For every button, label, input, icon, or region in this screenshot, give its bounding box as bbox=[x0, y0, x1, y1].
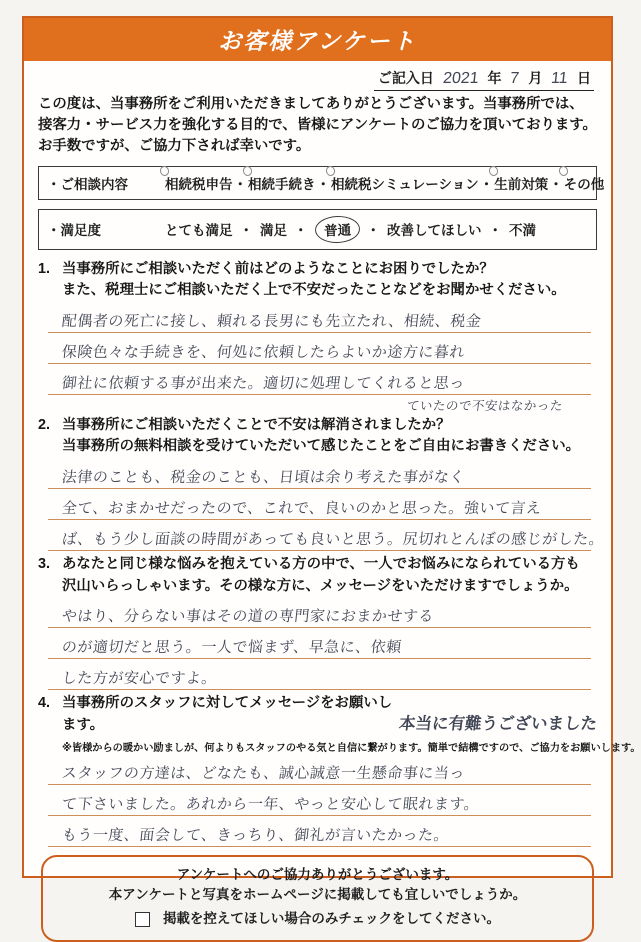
no-publish-checkbox[interactable] bbox=[135, 912, 150, 927]
consultation-label: ・ご相談内容 bbox=[47, 173, 165, 193]
answer-line: て下さいました。あれから一年、やっと安心して眠れます。 bbox=[48, 785, 591, 816]
date-year-unit: 年 bbox=[487, 70, 501, 86]
option-separator: ・ bbox=[489, 223, 503, 238]
question-2-answer-area bbox=[48, 458, 591, 551]
answer-line: のが適切だと思う。一人で悩まず、早急に、依頼 bbox=[48, 628, 591, 659]
option-separator: ・ bbox=[549, 177, 563, 192]
answer-line: ば、もう少し面談の時間があっても良いと思う。尻切れとんぼの感じがした。 bbox=[48, 520, 591, 551]
date-label: ご記入日 bbox=[378, 70, 434, 86]
question-3-answer-area bbox=[48, 597, 591, 690]
answer-line: 法律のことも、税金のことも、日頃は余り考えた事がなく bbox=[48, 458, 591, 489]
consultation-content-box bbox=[38, 166, 597, 200]
question-1 bbox=[38, 259, 597, 412]
question-1-heading bbox=[38, 259, 597, 302]
no-publish-row bbox=[49, 909, 586, 930]
circle-mark-icon bbox=[242, 164, 254, 176]
question-1-text: 当事務所にご相談いただく前はどのようなことにお困りでしたか？ また、税理士にご相談いただく上で不安だったことなどをお聞かせください。 bbox=[62, 259, 566, 302]
option-inheritance-procedure: 相続手続き bbox=[248, 173, 316, 193]
question-3 bbox=[38, 554, 597, 690]
date-month-value: 7 bbox=[501, 70, 530, 88]
date-month-unit: 月 bbox=[528, 70, 542, 86]
answer-line: もう一度、面会して、きっちり、御礼が言いたかった。 bbox=[48, 816, 591, 847]
option-other: その他 bbox=[564, 173, 605, 193]
question-4-answer-area bbox=[48, 754, 591, 847]
question-4-number: 4. bbox=[38, 693, 62, 736]
question-1-number: 1. bbox=[38, 259, 62, 302]
fill-date bbox=[374, 68, 594, 91]
option-living-measures: 生前対策 bbox=[494, 173, 548, 193]
answer-line: した方が安心ですよ。 bbox=[48, 659, 591, 690]
question-1-answer-area bbox=[48, 302, 591, 412]
circle-mark-icon bbox=[325, 164, 337, 176]
option-separator: ・ bbox=[367, 223, 381, 238]
option-needs-improvement: 改善してほしい bbox=[387, 223, 482, 238]
sheet-content bbox=[24, 61, 611, 942]
question-3-number: 3. bbox=[38, 554, 62, 597]
option-separator: ・ bbox=[234, 177, 248, 192]
option-separator: ・ bbox=[480, 177, 494, 192]
answer-overflow: ていたので不安はなかった bbox=[48, 396, 591, 412]
option-satisfied: 満足 bbox=[260, 223, 287, 238]
question-3-heading bbox=[38, 554, 597, 597]
option-separator: ・ bbox=[240, 223, 254, 238]
satisfaction-options bbox=[165, 216, 536, 243]
option-dissatisfied: 不満 bbox=[509, 223, 536, 238]
publication-consent-box bbox=[41, 855, 594, 942]
page-title: お客様アンケート bbox=[218, 23, 417, 56]
answer-line: スタッフの方達は、どなたも、誠心誠意一生懸命事に当っ bbox=[48, 754, 591, 785]
question-3-text: あなたと同じ様な悩みを抱えている方の中で、一人でお悩みになられている方も 沢山いらっしゃいます。その様な方に、メッセージをいただけますでしょうか。 bbox=[62, 554, 580, 597]
question-4-heading bbox=[38, 693, 597, 736]
consultation-options bbox=[165, 173, 604, 193]
option-neutral-selected: 普通 bbox=[314, 215, 360, 244]
no-publish-label: 掲載を控えてほしい場合のみチェックをしてください。 bbox=[163, 909, 500, 930]
question-2 bbox=[38, 415, 597, 551]
question-2-number: 2. bbox=[38, 415, 62, 458]
footer-publication-question: 本アンケートと写真をホームページに掲載しても宜しいでしょうか。 bbox=[49, 885, 586, 906]
answer-line: 配偶者の死亡に接し、頼れる長男にも先立たれ、相続、税金 bbox=[48, 302, 591, 333]
question-4 bbox=[38, 693, 597, 846]
date-row bbox=[37, 68, 598, 91]
date-year-value: 2021 bbox=[433, 70, 488, 88]
question-4-text: 当事務所のスタッフに対してメッセージをお願いします。 本当に有難うございました bbox=[62, 693, 597, 736]
answer-line: 全て、おまかせだったので、これで、良いのかと思った。強いて言え bbox=[48, 489, 591, 520]
option-tax-simulation: 相続税シミュレーション bbox=[331, 173, 479, 193]
answer-line: 御社に依頼する事が出来た。適切に処理してくれると思っ bbox=[48, 364, 591, 395]
answer-line: やはり、分らない事はその道の専門家におまかせする bbox=[48, 597, 591, 628]
question-2-heading bbox=[38, 415, 597, 458]
intro-paragraph: この度は、当事務所をご利用いただきましてありがとうございます。当事務所では、接客力・サービス力を強化する目的で、皆様にアンケートのご協力を頂いております。お手数ですが、ご協力下されば幸いです。 bbox=[38, 94, 597, 157]
option-separator: ・ bbox=[294, 223, 308, 238]
title-band bbox=[24, 18, 611, 61]
option-very-satisfied: とても満足 bbox=[165, 223, 233, 238]
satisfaction-label: ・満足度 bbox=[47, 219, 165, 239]
question-4-note: ※皆様からの暖かい励ましが、何よりもスタッフのやる気と自信に繋がります。簡単で結構ですので、ご協力をお願いします。 bbox=[62, 739, 597, 754]
satisfaction-box bbox=[38, 209, 597, 250]
circle-mark-icon bbox=[488, 164, 500, 176]
question-2-text: 当事務所にご相談いただくことで不安は解消されましたか？ 当事務所の無料相談を受けていただいて感じたことをご自由にお書きください。 bbox=[62, 415, 580, 458]
circle-mark-icon bbox=[557, 164, 569, 176]
survey-sheet bbox=[22, 16, 613, 878]
option-inheritance-tax-filing: 相続税申告 bbox=[165, 173, 233, 193]
answer-line: 保険色々な手続きを、何処に依頼したらよいか途方に暮れ bbox=[48, 333, 591, 364]
date-day-value: 11 bbox=[541, 70, 578, 88]
date-day-unit: 日 bbox=[577, 70, 591, 86]
option-separator: ・ bbox=[317, 177, 331, 192]
question-4-inline-answer: 本当に有難うございました bbox=[398, 712, 599, 737]
footer-thanks: アンケートへのご協力ありがとうございます。 bbox=[49, 865, 586, 886]
